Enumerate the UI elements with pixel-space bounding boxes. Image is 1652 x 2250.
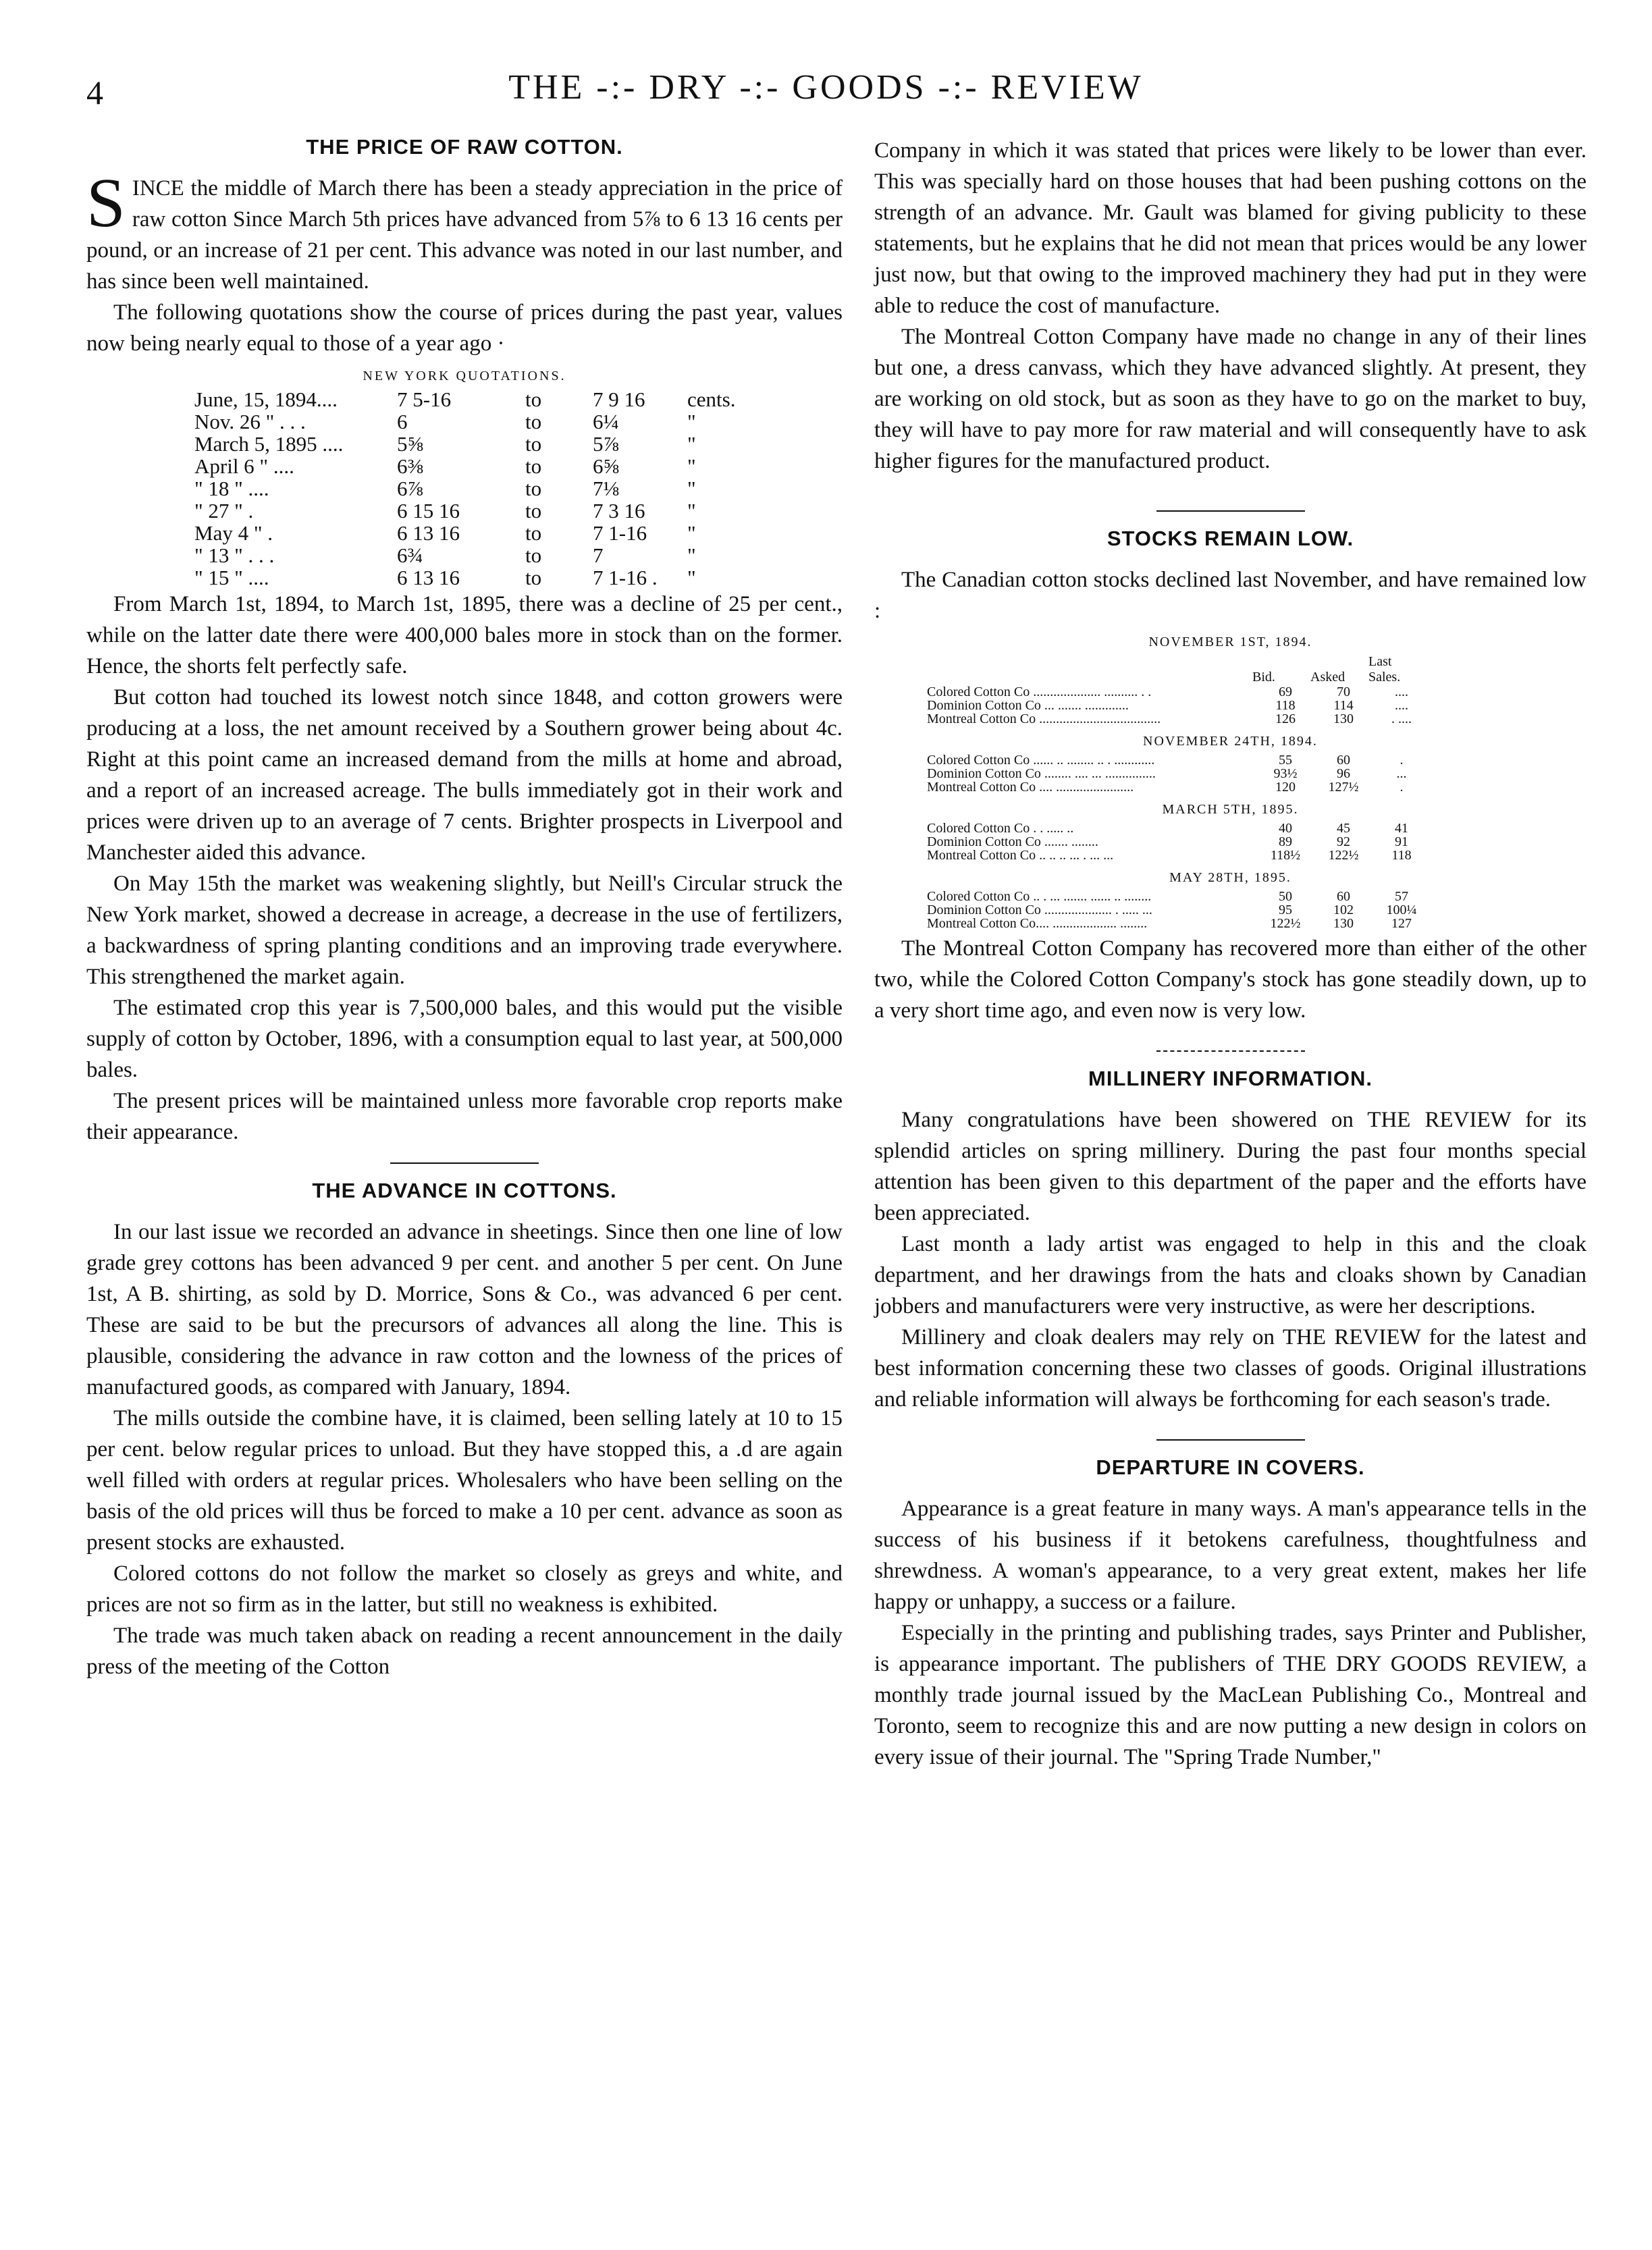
paragraph: But cotton had touched its lowest notch since 1848, and cotton growers were producing at a loss, the net amount received by a Southern grower being about 4c. Right at this point came an increased demand from the mills at home and abroad, and a report of an increased acreage. The bulls immediately got in their work and prices were driven up to an average of 7 cents. Brighter prospects in Liverpool and Manchester aided this advance.	[86, 685, 843, 865]
paragraph: Company in which it was stated that prices were likely to be lower than ever. This was specially hard on those houses that had been pushing cottons on the strength of an advance. Mr. Gault was blamed for giving publicity to these statements, but he explains that he did not mean that prices would be any lower just now, but that owing to the improved machinery they had put in they were able to reduce the cost of manufacture.	[874, 138, 1587, 318]
stock-row	[922, 835, 1431, 849]
quotation-to: to	[525, 499, 542, 523]
stock-row	[922, 822, 1431, 835]
quotation-price: 6⅝	[593, 454, 619, 478]
paragraph: The Montreal Cotton Company have made no change in any of their lines but one, a dress canvass, which they have advanced slightly. At present, they are working on old stock, but as soon as they have to go on the market to buy, they will have to pay more for raw material and will consequently have to ask higher figures for the manufactured product.	[874, 325, 1587, 473]
quotation-from: 6 13 16	[397, 566, 460, 589]
masthead-title: THE -:- DRY -:- GOODS -:- REVIEW	[508, 68, 1144, 107]
paragraph: On May 15th the market was weakening slightly, but Neill's Circular struck the New York market, showed a decrease in acreage, a decrease in the use of fertilizers, a backwardness of spring planting conditions and an improving trade everywhere. This strengthened the market again.	[86, 872, 843, 989]
quotation-date: " 15 " ....	[194, 566, 269, 589]
stock-asked: 60	[1337, 889, 1350, 904]
drop-cap: S	[86, 164, 126, 242]
quotation-price: 6¼	[593, 410, 619, 433]
stock-bid: 69	[1279, 685, 1292, 699]
stock-row	[922, 699, 1431, 712]
quotation-price: 7 3 16	[593, 499, 645, 523]
stock-row	[922, 685, 1431, 699]
stock-bid: 118½	[1270, 848, 1301, 863]
quotation-to: to	[525, 410, 542, 433]
paragraph: Appearance is a great feature in many ways. A man's appearance tells in the success of his business if it betokens carefulness, thoughtfulness and shrewdness. A woman's appearance, to a very great extent, makes her life happy or unhappy, a success or a failure.	[874, 1497, 1587, 1614]
stock-row	[922, 780, 1431, 794]
quotation-to: to	[525, 432, 542, 456]
quotation-price: 7 1-16	[593, 521, 647, 545]
quotation-price: 7⅛	[593, 477, 619, 500]
stock-asked: 127½	[1328, 780, 1359, 795]
quotation-from: 6¾	[397, 543, 423, 567]
section-divider	[390, 1162, 539, 1164]
heading-departure-in-covers: DEPARTURE IN COVERS.	[1096, 1455, 1365, 1479]
quotation-date: " 13 " . . .	[194, 543, 275, 567]
quotation-from: 7 5-16	[397, 387, 452, 411]
stock-last: 118	[1391, 848, 1412, 863]
stocks-table	[874, 635, 1587, 930]
quotation-unit: cents.	[687, 387, 736, 411]
section-divider	[1156, 1050, 1305, 1052]
stock-name: Colored Cotton Co .................... .......... . .	[927, 685, 1152, 699]
stock-last: ....	[1395, 685, 1408, 699]
quotation-date: Nov. 26 " . . .	[194, 410, 306, 433]
paragraph: The trade was much taken aback on reading a recent announcement in the daily press of the meeting of the Cotton	[86, 1624, 843, 1679]
stock-bid: 120	[1275, 780, 1296, 795]
stock-asked: 70	[1337, 685, 1350, 699]
quotation-unit: "	[687, 521, 696, 545]
quotation-row	[188, 455, 742, 477]
paragraph: Millinery and cloak dealers may rely on THE REVIEW for the latest and best information concerning these two classes of goods. Original illustrations and reliable information will always be forthcoming for each season's trade.	[874, 1325, 1587, 1412]
stock-bid: 89	[1279, 834, 1292, 849]
stock-date-heading: NOVEMBER 1ST, 1894.	[1148, 635, 1312, 649]
paragraph: The mills outside the combine have, it is claimed, been selling lately at 10 to 15 per cent. below regular prices to unload. But they have stopped this, a .d are again well filled with orders at regular prices. Wholesalers who have been selling on the basis of the old prices will thus be forced to make a 10 per cent. advance as soon as present stocks are exhausted.	[86, 1406, 843, 1555]
stock-asked: 114	[1333, 698, 1354, 713]
quotation-from: 6 15 16	[397, 499, 460, 523]
paragraph: The Montreal Cotton Company has recovered more than either of the other two, while the Colored Cotton Company's stock has gone steadily down, up to a very short time ago, and even now is very low.	[874, 936, 1587, 1023]
stock-last: .	[1400, 780, 1404, 795]
quotation-price: 7 9 16	[593, 387, 645, 411]
stock-last: ....	[1395, 698, 1408, 713]
stock-bid: 95	[1279, 903, 1292, 917]
stock-asked: 122½	[1328, 848, 1359, 863]
stock-column-header: Last Sales.	[1368, 654, 1401, 685]
quotation-row	[188, 433, 742, 455]
quotation-unit: "	[687, 566, 696, 589]
stock-bid: 93½	[1273, 766, 1298, 781]
quotation-to: to	[525, 566, 542, 589]
quotation-row	[188, 500, 742, 522]
quotation-date: May 4 " .	[194, 521, 273, 545]
stock-row	[922, 903, 1431, 917]
stock-last: 57	[1395, 889, 1408, 904]
stock-name: Colored Cotton Co .. . ... ....... ...... .. ........	[927, 889, 1152, 904]
paragraph: In our last issue we recorded an advance in sheetings. Since then one line of low grade grey cottons has been advanced 9 per cent. and another 5 per cent. On June 1st, A B. shirting, as sold by D. Morrice, Sons & Co., was advanced 6 per cent. These are said to be but the precursors of advances all along the line. This is plausible, considering the advance in raw cotton and the lowness of the prices of manufactured goods, as compared with January, 1894.	[86, 1220, 843, 1399]
stock-bid: 126	[1275, 712, 1296, 726]
quotation-from: 6 13 16	[397, 521, 460, 545]
section-divider	[1156, 1439, 1305, 1441]
stock-last: 127	[1391, 916, 1412, 931]
stock-asked: 96	[1337, 766, 1350, 781]
heading-stocks-remain-low: STOCKS REMAIN LOW.	[1107, 527, 1354, 550]
stock-bid: 122½	[1270, 916, 1301, 931]
paragraph: The Canadian cotton stocks declined last November, and have remained low :	[874, 568, 1587, 623]
quotation-unit: "	[687, 543, 696, 567]
quotation-unit: "	[687, 499, 696, 523]
stock-name: Montreal Cotton Co .... .......................	[927, 780, 1134, 795]
quotation-unit: "	[687, 454, 696, 478]
stock-date-heading: NOVEMBER 24TH, 1894.	[1143, 734, 1318, 749]
quotation-from: 6	[397, 410, 408, 433]
stock-last: . ....	[1391, 712, 1412, 726]
paragraph: The following quotations show the course of prices during the past year, values now being nearly equal to those of a year ago ·	[86, 300, 843, 356]
paragraph-text: INCE the middle of March there has been a steady appreciation in the price of raw cotton Since March 5th prices have advanced from 5⅞ to 6 13 16 cents per pound, or an increase of 21 per cent. This advance was noted in our last number, and has since been well maintained.	[86, 176, 843, 294]
stock-last: .	[1400, 753, 1404, 768]
paragraph: The present prices will be maintained unless more favorable crop reports make their appearance.	[86, 1089, 843, 1144]
stock-bid: 55	[1279, 753, 1292, 768]
stock-asked: 130	[1333, 916, 1354, 931]
left-column	[86, 135, 843, 1682]
stock-bid: 50	[1279, 889, 1292, 904]
page-number: 4	[86, 74, 103, 111]
paragraph	[86, 164, 843, 297]
paragraph: Many congratulations have been showered on THE REVIEW for its splendid articles on spring millinery. During the past four months special attention has been given to this department of the paper and the efforts have been appreciated.	[874, 1108, 1587, 1225]
quotations-title: NEW YORK QUOTATIONS.	[363, 369, 566, 383]
quotation-to: to	[525, 454, 542, 478]
stock-name: Montreal Cotton Co .. .. .. ... . ... ...	[927, 848, 1114, 863]
stock-group-table	[922, 685, 1431, 726]
stock-date-heading: MAY 28TH, 1895.	[1169, 870, 1291, 885]
quotation-date: " 27 " .	[194, 499, 254, 523]
quotation-unit: "	[687, 477, 696, 500]
heading-millinery-information: MILLINERY INFORMATION.	[1088, 1067, 1373, 1090]
stock-name: Dominion Cotton Co ........ .... ... ...............	[927, 766, 1156, 781]
stock-name: Colored Cotton Co ...... .. ........ .. . ............	[927, 753, 1155, 768]
stock-last: 91	[1395, 834, 1408, 849]
stock-asked: 130	[1333, 712, 1354, 726]
heading-advance-in-cottons: THE ADVANCE IN COTTONS.	[312, 1179, 617, 1202]
quotation-date: April 6 " ....	[194, 454, 294, 478]
quotation-from: 6⅜	[397, 454, 423, 478]
quotation-row	[188, 522, 742, 544]
quotation-date: March 5, 1895 ....	[194, 432, 344, 456]
paragraph: Especially in the printing and publishing trades, says Printer and Publisher, is appearance important. The publishers of THE DRY GOODS REVIEW, a monthly trade journal issued by the MacLean Publishing Co., Montreal and Toronto, seem to recognize this and are now putting a new design in colors on every issue of their journal. The "Spring Trade Number,"	[874, 1621, 1587, 1769]
paragraph: Last month a lady artist was engaged to help in this and the cloak department, and her drawings from the hats and cloaks shown by Canadian jobbers and manufacturers were very instructive, as were her descriptions.	[874, 1232, 1587, 1318]
stock-column-header: Asked	[1310, 670, 1345, 685]
heading-price-of-raw-cotton: THE PRICE OF RAW COTTON.	[306, 135, 623, 159]
stock-name: Dominion Cotton Co ....... ........	[927, 834, 1098, 849]
stock-row	[922, 753, 1431, 767]
stock-column-headers	[1252, 654, 1587, 685]
quotation-to: to	[525, 543, 542, 567]
stock-date-heading: MARCH 5TH, 1895.	[1162, 802, 1299, 817]
stock-name: Dominion Cotton Co ... ....... .............	[927, 698, 1129, 713]
quotation-price: 5⅞	[593, 432, 619, 456]
quotation-row	[188, 566, 742, 589]
stock-row	[922, 890, 1431, 903]
quotation-unit: "	[687, 432, 696, 456]
quotation-to: to	[525, 387, 542, 411]
stock-group-table	[922, 822, 1431, 862]
quotations-table	[188, 388, 742, 589]
quotation-row	[188, 388, 742, 410]
stock-last: 41	[1395, 821, 1408, 836]
stock-asked: 102	[1333, 903, 1354, 917]
quotation-to: to	[525, 477, 542, 500]
quotation-row	[188, 477, 742, 500]
paragraph: From March 1st, 1894, to March 1st, 1895, there was a decline of 25 per cent., while on the latter date there were 400,000 bales more in stock than on the former. Hence, the shorts felt perfectly safe.	[86, 592, 843, 678]
paragraph: Colored cottons do not follow the market so closely as greys and white, and prices are not so firm as in the latter, but still no weakness is exhibited.	[86, 1561, 843, 1617]
section-divider	[1156, 510, 1305, 512]
quotation-from: 6⅞	[397, 477, 423, 500]
stock-row	[922, 767, 1431, 780]
quotation-date: " 18 " ....	[194, 477, 269, 500]
stock-asked: 45	[1337, 821, 1350, 836]
stock-row	[922, 849, 1431, 862]
stock-row	[922, 712, 1431, 726]
stock-group-table	[922, 753, 1431, 794]
stock-asked: 92	[1337, 834, 1350, 849]
stock-name: Dominion Cotton Co .................... . ..... ...	[927, 903, 1152, 917]
stock-name: Montreal Cotton Co.... ................... ........	[927, 916, 1148, 931]
quotation-row	[188, 410, 742, 433]
stock-column-header: Bid.	[1252, 670, 1275, 685]
stock-row	[922, 917, 1431, 930]
quotation-from: 5⅝	[397, 432, 423, 456]
stock-asked: 60	[1337, 753, 1350, 768]
quotation-price: 7 1-16 .	[593, 566, 658, 589]
quotation-date: June, 15, 1894....	[194, 387, 338, 411]
stock-bid: 118	[1275, 698, 1296, 713]
stock-group-table	[922, 890, 1431, 930]
stock-bid: 40	[1279, 821, 1292, 836]
right-column	[874, 135, 1587, 1773]
quotation-row	[188, 544, 742, 566]
stock-name: Montreal Cotton Co ....................................	[927, 712, 1161, 726]
stock-last: 100¼	[1386, 903, 1417, 917]
stock-last: ...	[1396, 766, 1407, 781]
quotation-unit: "	[687, 410, 696, 433]
quotation-to: to	[525, 521, 542, 545]
stock-name: Colored Cotton Co . . ..... ..	[927, 821, 1074, 836]
quotation-price: 7	[593, 543, 604, 567]
paragraph: The estimated crop this year is 7,500,000 bales, and this would put the visible supply of cotton by October, 1896, with a consumption equal to last year, at 500,000 bales.	[86, 996, 843, 1082]
